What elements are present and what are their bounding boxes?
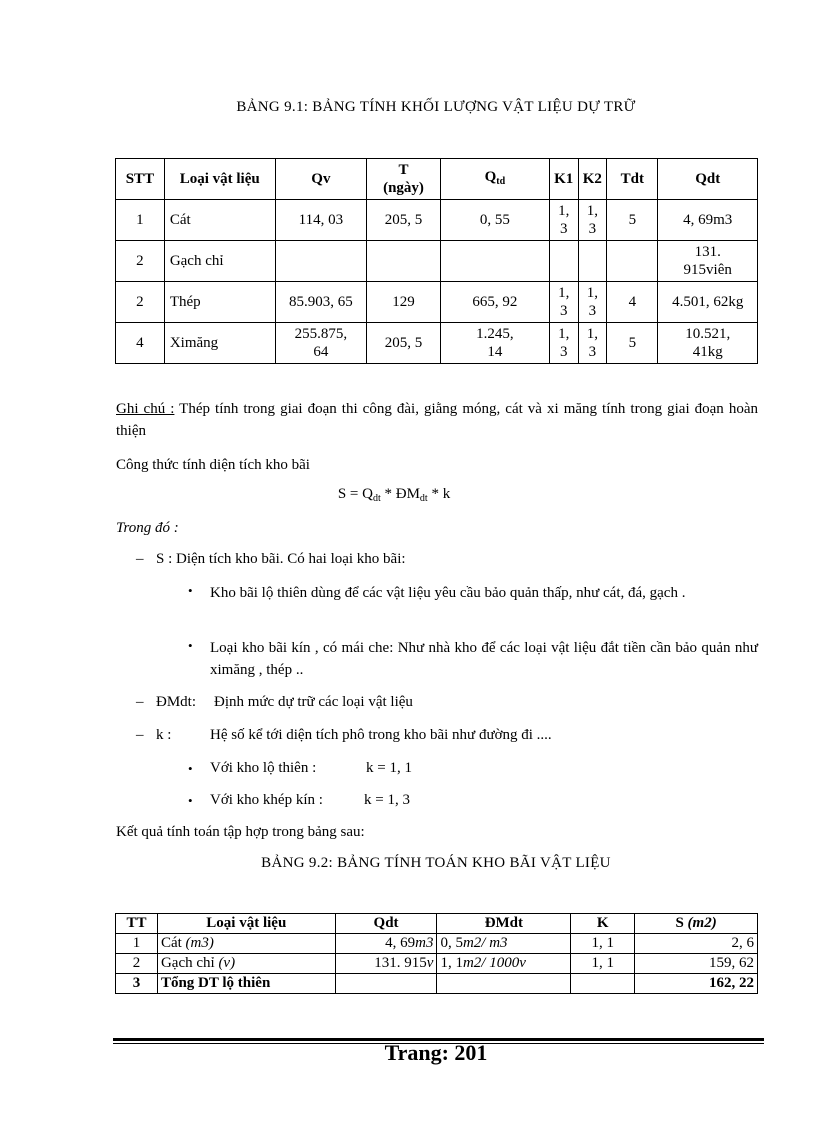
table-total-row: 3 Tổng DT lộ thiên 162, 22 <box>116 974 758 994</box>
table-row: 1 Cát 114, 03 205, 5 0, 55 1, 3 1, 3 5 4, 69m3 <box>116 200 758 241</box>
where-label: Trong đó : <box>116 520 179 536</box>
table-row: 2 Gạch chỉ (v) 131. 915v 1, 1m2/ 1000v 1, 1 159, 62 <box>116 954 758 974</box>
material-reserve-table <box>115 158 758 364</box>
col-material: Loại vật liệu <box>164 159 275 200</box>
col-qdt: Qdt <box>658 159 758 200</box>
s-definition: S : Diện tích kho bãi. Có hai loại kho bãi: <box>156 551 406 567</box>
col-k1: K1 <box>549 159 578 200</box>
note-paragraph: Ghi chú : Thép tính trong giai đoạn thi công đài, giằng móng, cát và xi măng tính trong giai đoạn hoàn thiện <box>116 401 759 439</box>
col-qtd: $Q_{td}$ <box>440 159 549 200</box>
results-intro: Kết quả tính toán tập hợp trong bảng sau: <box>116 824 365 840</box>
col-t: T (ngày) <box>367 159 441 200</box>
k-text: Hệ số kể tới diện tích phô trong kho bãi như đường đi .... <box>210 727 552 743</box>
table-row: 1 Cát (m3) 4, 69m3 0, 5m2/ m3 1, 1 2, 6 <box>116 934 758 954</box>
dash-icon: – <box>136 551 144 567</box>
dm-label: ĐMdt: <box>156 694 197 710</box>
col-stt: STT <box>116 159 165 200</box>
table-header-row <box>116 159 758 200</box>
k-bullet-1-value: k = 1, 1 <box>366 760 412 776</box>
formula-intro: Công thức tính diện tích kho bãi <box>116 457 310 473</box>
k-label: k : <box>156 727 172 743</box>
bullet-icon: • <box>188 761 193 776</box>
dash-icon: – <box>136 727 144 743</box>
s-bullet-1: Kho bãi lộ thiên dùng để các vật liệu yêu cầu bảo quản thấp, như cát, đá, gạch . <box>210 585 686 601</box>
table1-title: BẢNG 9.1: BẢNG TÍNH KHỐI LƯỢNG VẬT LIỆU DỰ TRỮ <box>236 99 636 115</box>
dash-icon: – <box>136 694 144 710</box>
col-tdt: Tdt <box>607 159 658 200</box>
table-row: 2 Gạch chỉ 131. 915viên <box>116 241 758 282</box>
col-qv: Qv <box>275 159 366 200</box>
k-bullet-2-label: Với kho khép kín : <box>210 792 323 808</box>
bullet-icon: • <box>188 583 193 598</box>
k-bullet-2-value: k = 1, 3 <box>364 792 410 808</box>
storage-area-table <box>115 913 758 994</box>
table-header-row: TT Loại vật liệu Qdt ĐMdt K S (m2) <box>116 914 758 934</box>
s-bullet-2: Loại kho bãi kín , có mái che: Như nhà kho để các loại vật liệu đắt tiền cần bảo quản như ximăng , thép .. <box>210 640 758 678</box>
formula: $S = Q_{dt}$ * $ĐM_{dt}$ * k <box>337 486 451 504</box>
table2-title: BẢNG 9.2: BẢNG TÍNH TOÁN KHO BÃI VẬT LIỆU <box>261 855 611 871</box>
table-row: 4 Ximăng 255.875, 64 205, 5 1.245, 14 1, 3 1, 3 5 10.521, 41kg <box>116 323 758 364</box>
page-number: Trang: 201 <box>384 1040 488 1065</box>
bullet-icon: • <box>188 638 193 653</box>
table-row: 2 Thép 85.903, 65 129 665, 92 1, 3 1, 3 4 4.501, 62kg <box>116 282 758 323</box>
col-k2: K2 <box>578 159 607 200</box>
bullet-icon: • <box>188 793 193 808</box>
dm-text: Định mức dự trữ các loại vật liệu <box>214 694 413 710</box>
k-bullet-1-label: Với kho lộ thiên : <box>210 760 317 776</box>
